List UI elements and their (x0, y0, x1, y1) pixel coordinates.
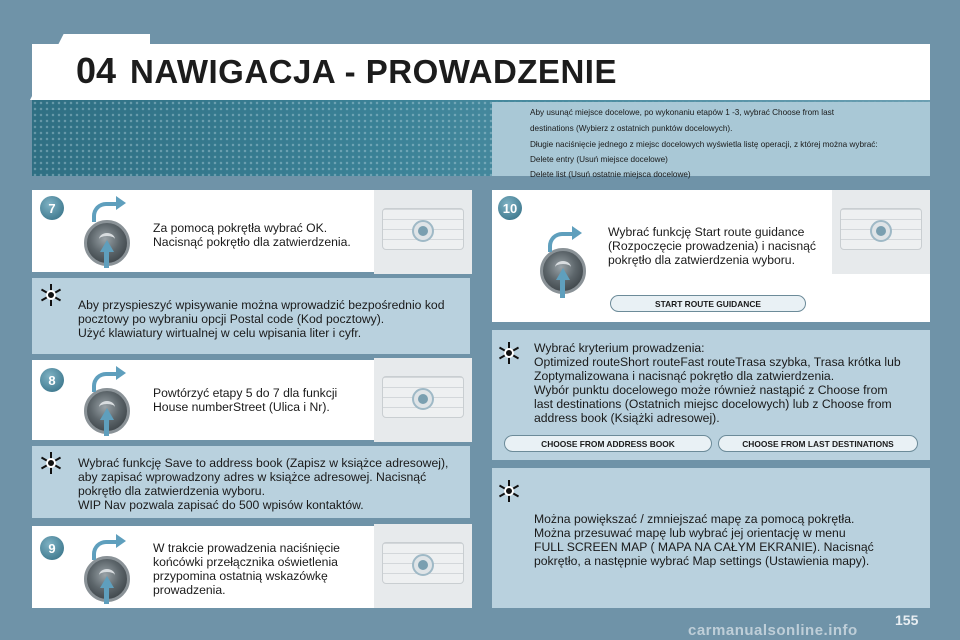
banner-note-line: Długie naciśnięcie jednego z miejsc docelowych wyświetla listę operacji, z której można wybrać: (530, 140, 878, 149)
press-arrow-icon (100, 576, 114, 588)
press-arrow-icon (556, 268, 570, 280)
step-9-line: przypomina ostatnią wskazówkę (153, 569, 328, 583)
tip-3-line: address book (Książki adresowej). (534, 411, 720, 425)
tip-3-line: Wybrać kryterium prowadzenia: (534, 341, 705, 355)
rotate-arrow-head-icon (116, 366, 126, 380)
rotate-arrow-head-icon (116, 534, 126, 548)
watermark: carmanualsonline.info (688, 622, 858, 639)
tip-2-line: aby zapisać wprowadzony adres w książce adresowej. Nacisnąć (78, 470, 427, 484)
radio-unit-icon (374, 524, 472, 608)
choose-from-last-destinations-button[interactable]: CHOOSE FROM LAST DESTINATIONS (718, 435, 918, 452)
lightbulb-tip-icon (498, 342, 520, 364)
tip-2-line: Wybrać funkcję Save to address book (Zapisz w książce adresowej), (78, 456, 449, 470)
tip-4-line: FULL SCREEN MAP ( MAPA NA CAŁYM EKRANIE). Nacisnąć (534, 540, 874, 554)
lightbulb-tip-icon (40, 452, 62, 474)
banner-note-line: destinations (Wybierz z ostatnich punktów docelowych). (530, 124, 733, 133)
banner-note-line: Delete list (Usuń ostatnie miejsca docelowe) (530, 170, 691, 179)
step-badge-8: 8 (40, 368, 64, 392)
lightbulb-tip-icon (498, 480, 520, 502)
tip-1-line: Użyć klawiatury wirtualnej w celu wpisania liter i cyfr. (78, 326, 362, 340)
tip-3-line: Optimized routeShort routeFast routeTrasa szybka, Trasa krótka lub (534, 355, 901, 369)
banner-note-line: Aby usunąć miejsce docelowe, po wykonaniu etapów 1 -3, wybrać Choose from last (530, 108, 835, 117)
radio-unit-icon (832, 190, 930, 274)
rotate-arrow-icon (92, 202, 118, 222)
tip-4-line: Można powiększać / zmniejszać mapę za pomocą pokrętła. (534, 512, 855, 526)
step-7-line: Nacisnąć pokrętło dla zatwierdzenia. (153, 235, 351, 249)
rotate-arrow-icon (548, 232, 574, 252)
step-10-line: pokrętło dla zatwierdzenia wyboru. (608, 253, 795, 267)
rotate-arrow-head-icon (116, 196, 126, 210)
chapter-number: 04 (76, 50, 117, 91)
press-arrow-icon (100, 240, 114, 252)
step-8-line: House numberStreet (Ulica i Nr). (153, 400, 330, 414)
step-badge-7: 7 (40, 196, 64, 220)
tip-3-line: Zoptymalizowana i nacisnąć pokrętło dla zatwierdzenia. (534, 369, 835, 383)
tip-1-line: Aby przyspieszyć wpisywanie można wprowadzić bezpośrednio kod (78, 298, 445, 312)
tip-1-line: pocztowy po wybraniu opcji Postal code (Kod pocztowy). (78, 312, 385, 326)
tip-4-line: pokrętło, a następnie wybrać Map settings (Ustawienia mapy). (534, 554, 870, 568)
step-9-line: W trakcie prowadzenia naciśnięcie (153, 541, 340, 555)
tip-2-line: pokrętło dla zatwierdzenia wyboru. (78, 484, 265, 498)
radio-unit-icon (374, 358, 472, 442)
step-badge-10: 10 (498, 196, 522, 220)
page-title: NAWIGACJA - PROWADZENIE (130, 53, 617, 90)
rotate-arrow-icon (92, 540, 118, 560)
step-10-line: Wybrać funkcję Start route guidance (608, 225, 805, 239)
tip-4-line: Można przesuwać mapę lub wybrać jej orientację w menu (534, 526, 846, 540)
lightbulb-tip-icon (40, 284, 62, 306)
step-badge-9: 9 (40, 536, 64, 560)
tip-3-line: last destinations (Ostatnich miejsc docelowych) lub z Choose from (534, 397, 892, 411)
page-number: 155 (895, 612, 919, 628)
step-9-line: prowadzenia. (153, 583, 226, 597)
choose-from-address-book-button[interactable]: CHOOSE FROM ADDRESS BOOK (504, 435, 712, 452)
tip-2-line: WIP Nav pozwala zapisać do 500 wpisów kontaktów. (78, 498, 364, 512)
rotate-arrow-head-icon (572, 226, 582, 240)
step-9-line: końcówki przełącznika oświetlenia (153, 555, 338, 569)
start-route-guidance-button[interactable]: START ROUTE GUIDANCE (610, 295, 806, 312)
banner-note-line: Delete entry (Usuń miejsce docelowe) (530, 155, 668, 164)
step-10-line: (Rozpoczęcie prowadzenia) i nacisnąć (608, 239, 816, 253)
press-arrow-icon (100, 408, 114, 420)
step-7-line: Za pomocą pokrętła wybrać OK. (153, 221, 328, 235)
step-8-line: Powtórzyć etapy 5 do 7 dla funkcji (153, 386, 338, 400)
radio-unit-icon (374, 190, 472, 274)
tip-3-line: Wybór punktu docelowego może również nastąpić z Choose from (534, 383, 888, 397)
rotate-arrow-icon (92, 372, 118, 392)
